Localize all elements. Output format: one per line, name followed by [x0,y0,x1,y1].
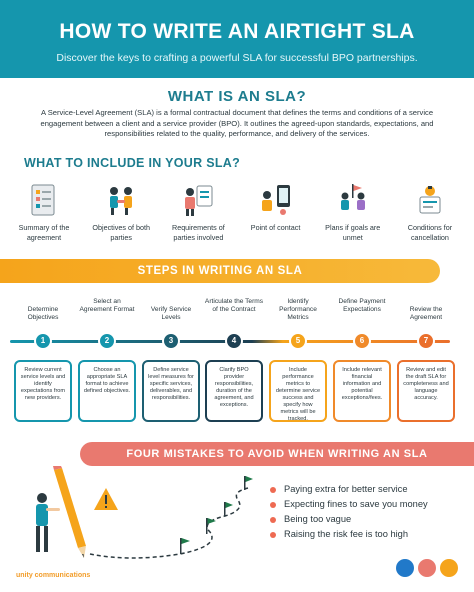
step-label: Articulate the Terms of the Contract [204,298,264,314]
mistakes-illustration [20,466,260,566]
phone-contact-icon [258,182,294,218]
person-clipboard-icon [180,182,216,218]
mistake-text: Raising the risk fee is too high [284,529,409,539]
bullet-icon [270,517,276,523]
step-card: Review current service levels and identify expectations from new providers. [14,360,72,422]
winding-path [90,488,248,558]
mistake-text: Expecting fines to save you money [284,499,428,509]
include-label: Plans if goals are unmet [325,223,381,242]
steps-title: STEPS IN WRITING AN SLA [137,265,303,277]
mistake-text: Paying extra for better service [284,484,408,494]
decorative-circle-blue [396,559,414,577]
step-number: 7 [417,332,435,350]
mistake-item [270,512,470,527]
step-card: Choose an appropriate SLA format to achieve defined objectives. [78,360,136,422]
step-card: Review and edit the draft SLA for completeness and language accuracy. [397,360,455,422]
step-label: Verify Service Levels [150,306,192,322]
mistakes-title: FOUR MISTAKES TO AVOID WHEN WRITING AN SLA [126,448,428,460]
what-title: WHAT IS AN SLA? [167,88,307,105]
step-label: Define Payment Expectations [338,298,386,314]
include-item [166,182,230,252]
bullet-icon [270,502,276,508]
include-item [321,182,385,252]
bullet-icon [270,487,276,493]
mistake-text: Being too vague [284,514,352,524]
person-document-icon [412,182,448,218]
step-card: Include relevant financial information and potential exceptions/fees. [333,360,391,422]
people-flag-icon [335,182,371,218]
what-description: A Service-Level Agreement (SLA) is a formal contractual document that defines the terms and conditions of a service engagement between a client and a service provider (BPO). It outlines the agreed-upon standards, expectations, and responsibilities related to the quality, performance, and delivery of the services. [40,108,434,138]
flag-icon [206,518,216,534]
mistake-item [270,482,470,497]
person-figure [36,493,60,552]
mistakes-banner [80,442,474,466]
warning-icon [94,488,118,510]
include-label: Point of contact [250,223,301,232]
mistakes-list [270,482,470,542]
decorative-circle-coral [418,559,436,577]
include-item [244,182,308,252]
step-number: 6 [353,332,371,350]
include-label: Conditions for cancellation [407,223,453,242]
page-subtitle: Discover the keys to crafting a powerful SLA for successful BPO partnerships. [56,52,418,64]
step-number: 3 [162,332,180,350]
step-number: 1 [34,332,52,350]
decorative-circle-orange [440,559,458,577]
step-number: 2 [98,332,116,350]
include-label: Objectives of both parties [92,223,150,242]
bullet-icon [270,532,276,538]
step-label: Identify Performance Metrics [279,298,317,322]
mistake-item [270,497,470,512]
include-label: Summary of the agreement [18,223,70,242]
brand-logo: unity communications [16,572,91,579]
step-label: Review the Agreement [409,306,443,322]
header-banner [0,0,474,78]
step-number: 5 [289,332,307,350]
people-handshake-icon [103,182,139,218]
include-list [12,182,462,252]
include-label: Requirements of parties involved [172,223,225,242]
step-card: Clarify BPO provider responsibilities, duration of the agreement, and exceptions. [205,360,263,422]
include-item [89,182,153,252]
document-checklist-icon [26,182,62,218]
include-item [398,182,462,252]
pencil-icon [53,466,86,558]
page-title: HOW TO WRITE AN AIRTIGHT SLA [59,20,415,43]
step-number: 4 [225,332,243,350]
include-title: WHAT TO INCLUDE IN YOUR SLA? [24,156,241,170]
steps-banner [0,259,440,283]
include-item [12,182,76,252]
flag-icon [244,476,253,490]
mistake-item [270,527,470,542]
step-card: Include performance metrics to determine service success and specify how metrics will be tracked. [269,360,327,422]
step-label: Select an Agreement Format [79,298,135,314]
step-label: Determine Objectives [27,306,59,322]
step-card: Define service level measures for specific services, deliverables, and responsibilities. [142,360,200,422]
